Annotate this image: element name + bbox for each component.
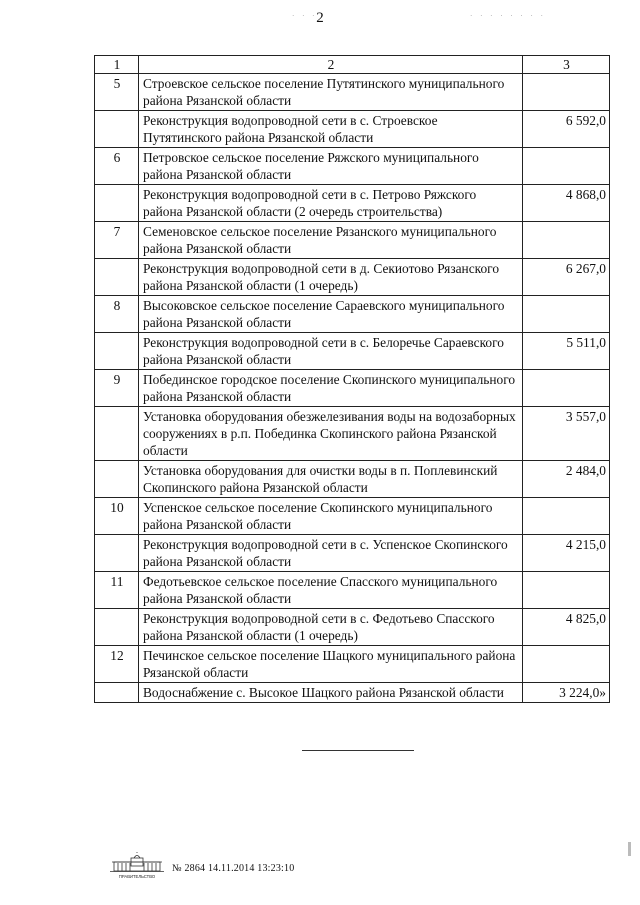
row-description: Водоснабжение с. Высокое Шацкого района Рязанской области <box>139 683 523 703</box>
row-number <box>95 111 139 148</box>
row-description: Установка оборудования обезжелезивания воды на водозаборных сооружениях в р.п. Побединка Скопинского района Рязанской области <box>139 407 523 461</box>
table-row <box>95 148 610 185</box>
row-amount: 6 267,0 <box>523 259 610 296</box>
row-amount: 5 511,0 <box>523 333 610 370</box>
registration-stamp: № 2864 14.11.2014 13:23:10 <box>172 863 295 874</box>
row-number <box>95 185 139 222</box>
header-cell-2: 2 <box>139 56 523 74</box>
government-building-logo <box>108 852 166 880</box>
row-amount <box>523 74 610 111</box>
row-amount <box>523 296 610 333</box>
row-amount <box>523 148 610 185</box>
scan-artifact: · · · · · · · · <box>470 12 546 20</box>
row-description: Реконструкция водопроводной сети в д. Секиотово Рязанского района Рязанской области (1 очередь) <box>139 259 523 296</box>
header-cell-3: 3 <box>523 56 610 74</box>
row-amount <box>523 222 610 259</box>
row-number: 9 <box>95 370 139 407</box>
row-description: Побединское городское поселение Скопинского муниципального района Рязанской области <box>139 370 523 407</box>
table-row <box>95 222 610 259</box>
table-row <box>95 407 610 461</box>
row-number: 7 <box>95 222 139 259</box>
row-description: Реконструкция водопроводной сети в с. Петрово Ряжского района Рязанской области (2 очередь строительства) <box>139 185 523 222</box>
row-number <box>95 609 139 646</box>
row-amount: 2 484,0 <box>523 461 610 498</box>
row-number: 10 <box>95 498 139 535</box>
table-row <box>95 185 610 222</box>
page-number: 2 <box>316 10 324 26</box>
row-description: Строевское сельское поселение Путятинского муниципального района Рязанской области <box>139 74 523 111</box>
header-cell-1: 1 <box>95 56 139 74</box>
table-row <box>95 370 610 407</box>
row-description: Установка оборудования для очистки воды в п. Поплевинский Скопинского района Рязанской области <box>139 461 523 498</box>
table-header-row <box>95 56 610 74</box>
table-row <box>95 609 610 646</box>
row-amount: 4 825,0 <box>523 609 610 646</box>
row-amount: 3 224,0» <box>523 683 610 703</box>
table-row <box>95 572 610 609</box>
row-number: 6 <box>95 148 139 185</box>
row-amount <box>523 370 610 407</box>
row-amount: 4 868,0 <box>523 185 610 222</box>
row-number <box>95 407 139 461</box>
row-number: 8 <box>95 296 139 333</box>
row-description: Реконструкция водопроводной сети в с. Белоречье Сараевского района Рязанской области <box>139 333 523 370</box>
row-description: Высоковское сельское поселение Сараевского муниципального района Рязанской области <box>139 296 523 333</box>
row-description: Федотьевское сельское поселение Спасского муниципального района Рязанской области <box>139 572 523 609</box>
row-number <box>95 461 139 498</box>
row-description: Печинское сельское поселение Шацкого муниципального района Рязанской области <box>139 646 523 683</box>
row-number <box>95 333 139 370</box>
logo-caption: ПРАВИТЕЛЬСТВО <box>118 874 156 879</box>
row-number: 5 <box>95 74 139 111</box>
table-row <box>95 646 610 683</box>
scan-edge-mark <box>628 842 631 856</box>
row-description: Петровское сельское поселение Ряжского муниципального района Рязанской области <box>139 148 523 185</box>
table-row <box>95 111 610 148</box>
row-description: Семеновское сельское поселение Рязанского муниципального района Рязанской области <box>139 222 523 259</box>
row-number <box>95 259 139 296</box>
scan-artifact: · · · <box>292 12 318 20</box>
row-amount: 3 557,0 <box>523 407 610 461</box>
table-row <box>95 259 610 296</box>
table-row <box>95 535 610 572</box>
row-number: 11 <box>95 572 139 609</box>
row-amount <box>523 498 610 535</box>
table-row <box>95 498 610 535</box>
table-row <box>95 333 610 370</box>
row-number <box>95 535 139 572</box>
table-row <box>95 461 610 498</box>
end-separator-line <box>302 750 414 751</box>
table-row <box>95 683 610 703</box>
row-description: Реконструкция водопроводной сети в с. Успенское Скопинского района Рязанской области <box>139 535 523 572</box>
funding-table <box>94 55 610 703</box>
row-description: Реконструкция водопроводной сети в с. Федотьево Спасского района Рязанской области (1 очередь) <box>139 609 523 646</box>
row-number <box>95 683 139 703</box>
table-row <box>95 74 610 111</box>
table-row <box>95 296 610 333</box>
row-description: Успенское сельское поселение Скопинского муниципального района Рязанской области <box>139 498 523 535</box>
row-amount: 6 592,0 <box>523 111 610 148</box>
row-number: 12 <box>95 646 139 683</box>
row-description: Реконструкция водопроводной сети в с. Строевское Путятинского района Рязанской области <box>139 111 523 148</box>
row-amount: 4 215,0 <box>523 535 610 572</box>
row-amount <box>523 572 610 609</box>
row-amount <box>523 646 610 683</box>
